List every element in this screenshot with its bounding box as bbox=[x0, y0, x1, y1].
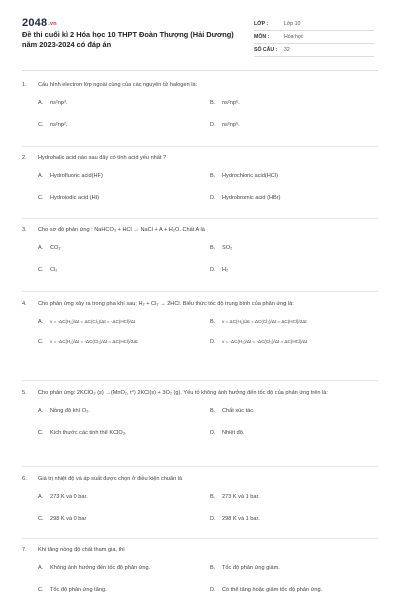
option-d[interactable] bbox=[194, 514, 366, 524]
option-letter: B. bbox=[210, 408, 216, 415]
question-divider bbox=[22, 466, 378, 467]
option-b[interactable] bbox=[194, 406, 366, 416]
logo-suffix: .vn bbox=[48, 21, 57, 27]
question-4 bbox=[22, 299, 378, 347]
option-a[interactable] bbox=[22, 243, 194, 253]
question-number: 2. bbox=[22, 155, 27, 161]
option-b[interactable] bbox=[194, 492, 366, 502]
option-letter: B. bbox=[210, 565, 216, 572]
question-text: Cho phản ứng: 2KClO₃ (s) →(MnO₂, t°) 2KCl(s) + 3O₂ (g). Yếu tố không ảnh hưởng đến tốc độ của phản ứng trên là: bbox=[38, 390, 328, 396]
meta-row-class bbox=[254, 18, 374, 31]
option-d[interactable] bbox=[194, 428, 366, 438]
question-6 bbox=[22, 474, 378, 524]
question-number: 6. bbox=[22, 476, 27, 482]
question-number: 4. bbox=[22, 301, 27, 307]
meta-key: MÔN : bbox=[254, 34, 270, 40]
option-letter: C. bbox=[38, 121, 44, 128]
question-number: 1. bbox=[22, 82, 27, 88]
option-d[interactable] bbox=[194, 337, 366, 347]
option-text: ns²np³. bbox=[50, 100, 68, 107]
option-c[interactable] bbox=[22, 337, 194, 347]
option-letter: C. bbox=[38, 586, 44, 593]
option-d[interactable] bbox=[194, 120, 366, 130]
question-divider bbox=[22, 218, 378, 219]
question-text: Khi tăng nồng độ chất tham gia, thì bbox=[38, 547, 125, 553]
option-b[interactable] bbox=[194, 317, 366, 327]
option-text: 298 K và 0 bar bbox=[50, 515, 87, 522]
option-text: ns²np⁵. bbox=[222, 121, 240, 128]
site-logo[interactable] bbox=[22, 17, 57, 29]
question-text: Cho phản ứng xảy ra trong pha khí sau: H₂ + Cl₂ → 2HCl. Biểu thức tốc độ trung bình của phản ứng là: bbox=[38, 301, 294, 307]
option-letter: A. bbox=[38, 494, 44, 501]
option-text: CO₂ bbox=[50, 245, 61, 252]
question-3 bbox=[22, 225, 378, 275]
question-divider bbox=[22, 146, 378, 147]
exam-title: Đề thi cuối kì 2 Hóa học 10 THPT Đoàn Thượng (Hải Dương) năm 2023-2024 có đáp án bbox=[22, 30, 234, 50]
option-text: Hydroiodic acid (HI) bbox=[50, 194, 100, 201]
option-text: Hydrobromic acid (HBr) bbox=[222, 194, 281, 201]
question-text: Giá trị nhiệt độ và áp suất được chọn ở điều kiện chuẩn là bbox=[38, 476, 183, 482]
option-a[interactable] bbox=[22, 492, 194, 502]
option-letter: A. bbox=[38, 245, 44, 252]
option-text: v = -ΔC(H₂)/Δt = -ΔC(Cl₂)/Δt = ΔC(HCl)/2Δt bbox=[50, 338, 138, 344]
option-text: ns²np². bbox=[50, 121, 68, 128]
option-letter: A. bbox=[38, 319, 44, 326]
option-b[interactable] bbox=[194, 243, 366, 253]
option-a[interactable] bbox=[22, 317, 194, 327]
option-letter: A. bbox=[38, 100, 44, 107]
option-text: Nồng độ khí O₂. bbox=[50, 408, 90, 415]
option-letter: B. bbox=[210, 319, 216, 326]
option-text: 273 K và 1 bar. bbox=[222, 494, 260, 501]
option-letter: C. bbox=[38, 429, 44, 436]
option-text: v = -ΔC(H₂)/Δt = -ΔC(Cl₂)/Δt = ΔC(HCl)/Δt bbox=[222, 338, 308, 344]
option-letter: A. bbox=[38, 565, 44, 572]
option-letter: D. bbox=[210, 586, 216, 593]
option-letter: A. bbox=[38, 408, 44, 415]
option-text: Nhiệt độ. bbox=[222, 429, 245, 436]
option-text: ns²np⁶. bbox=[222, 100, 240, 107]
option-text: Hydrochloric acid(HCl) bbox=[222, 173, 278, 180]
option-a[interactable] bbox=[22, 171, 194, 181]
option-letter: D. bbox=[210, 121, 216, 128]
option-c[interactable] bbox=[22, 193, 194, 203]
option-a[interactable] bbox=[22, 406, 194, 416]
meta-value: Hóa học bbox=[284, 34, 304, 40]
exam-meta bbox=[254, 18, 374, 57]
meta-row-count bbox=[254, 44, 374, 57]
option-b[interactable] bbox=[194, 563, 366, 573]
question-7 bbox=[22, 545, 378, 595]
option-letter: D. bbox=[210, 194, 216, 201]
option-letter: C. bbox=[38, 194, 44, 201]
option-text: H₂ bbox=[222, 266, 229, 273]
option-text: Tốc độ phản ứng giảm. bbox=[222, 565, 280, 572]
option-text: SO₂ bbox=[222, 245, 233, 252]
option-text: v = ΔC(H₂)/Δt = ΔC(Cl₂)/Δt = ΔC(HCl)/2Δt bbox=[222, 319, 307, 325]
question-divider bbox=[22, 291, 378, 292]
option-b[interactable] bbox=[194, 171, 366, 181]
option-text: Chất xúc tác. bbox=[222, 408, 255, 415]
meta-row-subject bbox=[254, 31, 374, 44]
question-divider bbox=[22, 538, 378, 539]
option-letter: D. bbox=[210, 429, 216, 436]
meta-key: SỐ CÂU : bbox=[254, 47, 278, 53]
option-letter: C. bbox=[38, 338, 44, 345]
option-letter: B. bbox=[210, 173, 216, 180]
option-letter: B. bbox=[210, 494, 216, 501]
option-text: Có thể tăng hoặc giảm tốc độ phản ứng. bbox=[222, 586, 323, 593]
option-b[interactable] bbox=[194, 98, 366, 108]
meta-value: Lớp 10 bbox=[284, 21, 301, 27]
option-text: Không ảnh hưởng đến tốc độ phản ứng. bbox=[50, 565, 151, 572]
option-letter: A. bbox=[38, 173, 44, 180]
question-text: Hydrohalic acid nào sau đây có tính acid yếu nhất ? bbox=[38, 155, 167, 161]
question-1 bbox=[22, 80, 378, 130]
option-text: Tốc độ phản ứng tăng. bbox=[50, 586, 107, 593]
question-number: 7. bbox=[22, 547, 27, 553]
option-text: Hydrofluoric acid(HF) bbox=[50, 173, 103, 180]
question-number: 3. bbox=[22, 227, 27, 233]
option-c[interactable] bbox=[22, 585, 194, 595]
meta-key: LỚP : bbox=[254, 21, 269, 27]
question-2 bbox=[22, 153, 378, 203]
option-d[interactable] bbox=[194, 193, 366, 203]
option-c[interactable] bbox=[22, 120, 194, 130]
option-letter: D. bbox=[210, 338, 216, 345]
option-text: Cl₂ bbox=[50, 266, 58, 273]
meta-value: 32 bbox=[284, 47, 290, 53]
option-text: Kích thước các tinh thể KClO₃. bbox=[50, 429, 127, 436]
question-number: 5. bbox=[22, 390, 27, 396]
option-letter: C. bbox=[38, 266, 44, 273]
option-letter: D. bbox=[210, 266, 216, 273]
option-c[interactable] bbox=[22, 265, 194, 275]
question-text: Cho sơ đồ phản ứng : NaHCO₃ + HCl → NaCl + A + H₂O. Chất A là bbox=[38, 227, 205, 233]
option-letter: C. bbox=[38, 515, 44, 522]
question-divider bbox=[22, 380, 378, 381]
question-5 bbox=[22, 388, 378, 438]
logo-number: 2048 bbox=[22, 17, 48, 29]
option-text: 273 K và 0 bar. bbox=[50, 494, 88, 501]
option-text: v = -ΔC(H₂)/Δt = ΔC(Cl₂)/Δt = -ΔC(HCl)/Δt bbox=[50, 319, 136, 325]
option-c[interactable] bbox=[22, 428, 194, 438]
option-c[interactable] bbox=[22, 514, 194, 524]
option-d[interactable] bbox=[194, 585, 366, 595]
option-letter: B. bbox=[210, 100, 216, 107]
option-text: 298 K và 1 bar. bbox=[222, 515, 260, 522]
option-a[interactable] bbox=[22, 98, 194, 108]
header-divider bbox=[22, 70, 378, 71]
option-letter: D. bbox=[210, 515, 216, 522]
option-a[interactable] bbox=[22, 563, 194, 573]
question-text: Cấu hình electron lớp ngoài cùng của các nguyên tử halogen là: bbox=[38, 82, 198, 88]
option-d[interactable] bbox=[194, 265, 366, 275]
option-letter: B. bbox=[210, 245, 216, 252]
